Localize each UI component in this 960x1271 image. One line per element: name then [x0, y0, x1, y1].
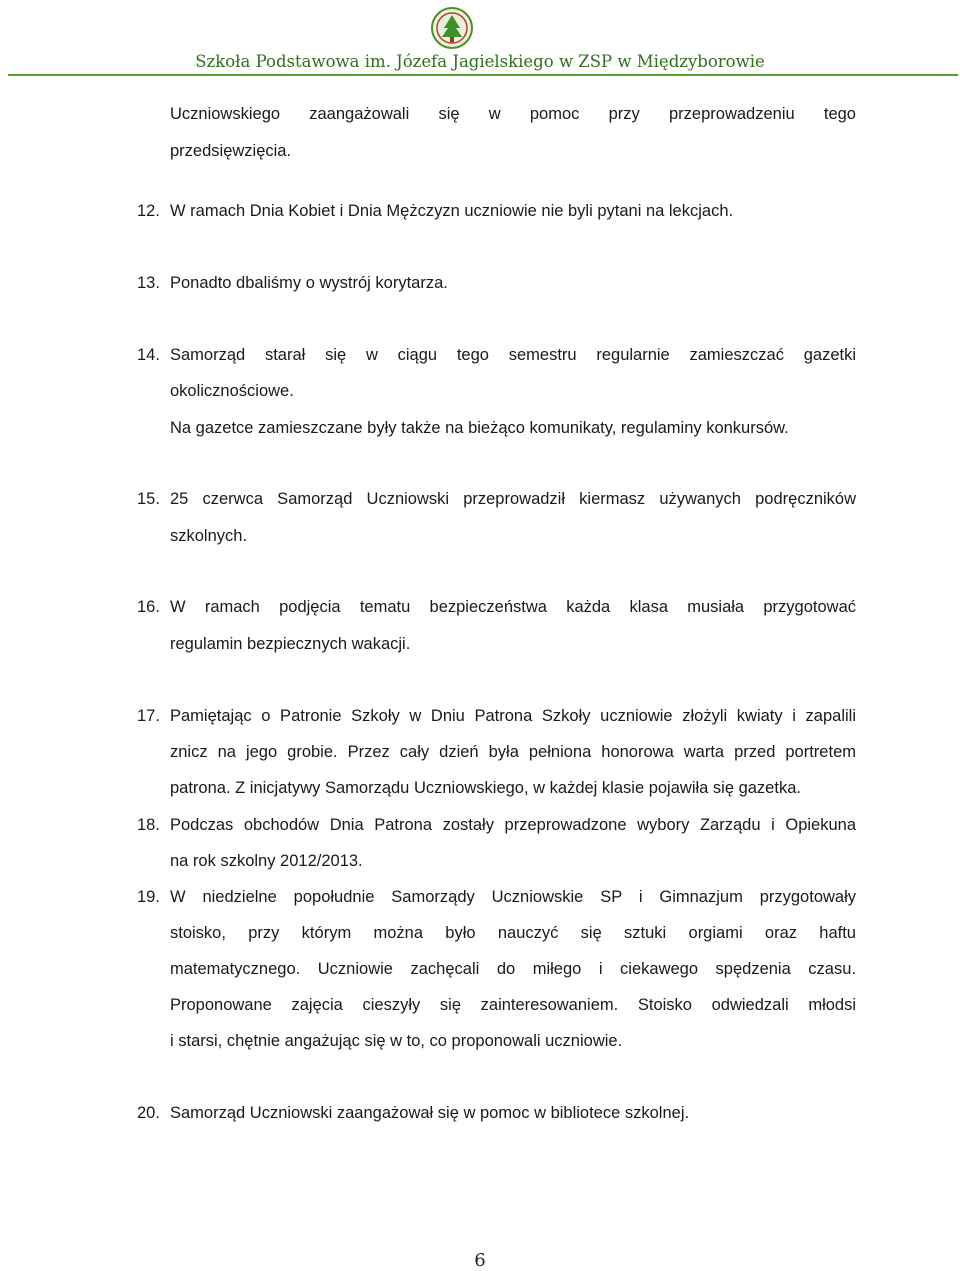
- item-12-line-1: W ramach Dnia Kobiet i Dnia Mężczyzn uczniowie nie byli pytani na lekcjach.: [170, 202, 734, 220]
- item-14-line-1: Samorząd starał się w ciągu tego semestru regularnie zamieszczać gazetki: [170, 346, 856, 364]
- item-20-line-1: Samorząd Uczniowski zaangażował się w pomoc w bibliotece szkolnej.: [170, 1104, 690, 1122]
- item-18-line-2: na rok szkolny 2012/2013.: [170, 852, 363, 870]
- page-number: 6: [474, 1250, 486, 1271]
- item-17-line-1: Pamiętając o Patronie Szkoły w Dniu Patrona Szkoły uczniowie złożyli kwiaty i zapalili: [170, 707, 856, 725]
- item-19-line-5: i starsi, chętnie angażując się w to, co proponowali uczniowie.: [170, 1032, 623, 1050]
- item-15-line-1: 25 czerwca Samorząd Uczniowski przeprowadził kiermasz używanych podręczników: [170, 490, 856, 508]
- school-name-header: Szkoła Podstawowa im. Józefa Jagielskiego w ZSP w Międzyborowie: [195, 52, 765, 71]
- item-16-line-2: regulamin bezpiecznych wakacji.: [170, 635, 411, 653]
- item-14-line-3: Na gazetce zamieszczane były także na bieżąco komunikaty, regulaminy konkursów.: [170, 419, 789, 437]
- item-18-number: 18.: [137, 816, 160, 834]
- item-19-number: 19.: [137, 888, 160, 906]
- item-14-number: 14.: [137, 346, 160, 364]
- header-divider: [8, 74, 958, 76]
- item-15-line-2: szkolnych.: [170, 527, 248, 545]
- item-18-line-1: Podczas obchodów Dnia Patrona zostały przeprowadzone wybory Zarządu i Opiekuna: [170, 816, 856, 834]
- item-17-number: 17.: [137, 707, 160, 725]
- item-14-line-2: okolicznościowe.: [170, 382, 294, 400]
- item-16-number: 16.: [137, 598, 160, 616]
- item-19-line-3: matematycznego. Uczniowie zachęcali do miłego i ciekawego spędzenia czasu.: [170, 960, 856, 978]
- item-15-number: 15.: [137, 490, 160, 508]
- item-16-line-1: W ramach podjęcia tematu bezpieczeństwa każda klasa musiała przygotować: [170, 598, 856, 616]
- item-11-line-1: Uczniowskiego zaangażowali się w pomoc przy przeprowadzeniu tego: [170, 105, 856, 123]
- item-19-line-2: stoisko, przy którym można było nauczyć się sztuki orgiami oraz haftu: [170, 924, 856, 942]
- item-12-number: 12.: [137, 202, 160, 220]
- item-13-number: 13.: [137, 274, 160, 292]
- item-17-line-2: znicz na jego grobie. Przez cały dzień była pełniona honorowa warta przed portretem: [170, 743, 856, 761]
- school-logo-icon: [430, 6, 474, 50]
- item-13-line-1: Ponadto dbaliśmy o wystrój korytarza.: [170, 274, 448, 292]
- item-19-line-4: Proponowane zajęcia cieszyły się zainteresowaniem. Stoisko odwiedzali młodsi: [170, 996, 856, 1014]
- item-17-line-3: patrona. Z inicjatywy Samorządu Uczniowskiego, w każdej klasie pojawiła się gazetka.: [170, 779, 801, 797]
- item-19-line-1: W niedzielne popołudnie Samorządy Uczniowskie SP i Gimnazjum przygotowały: [170, 888, 856, 906]
- item-11-line-2: przedsięwzięcia.: [170, 142, 292, 160]
- item-20-number: 20.: [137, 1104, 160, 1122]
